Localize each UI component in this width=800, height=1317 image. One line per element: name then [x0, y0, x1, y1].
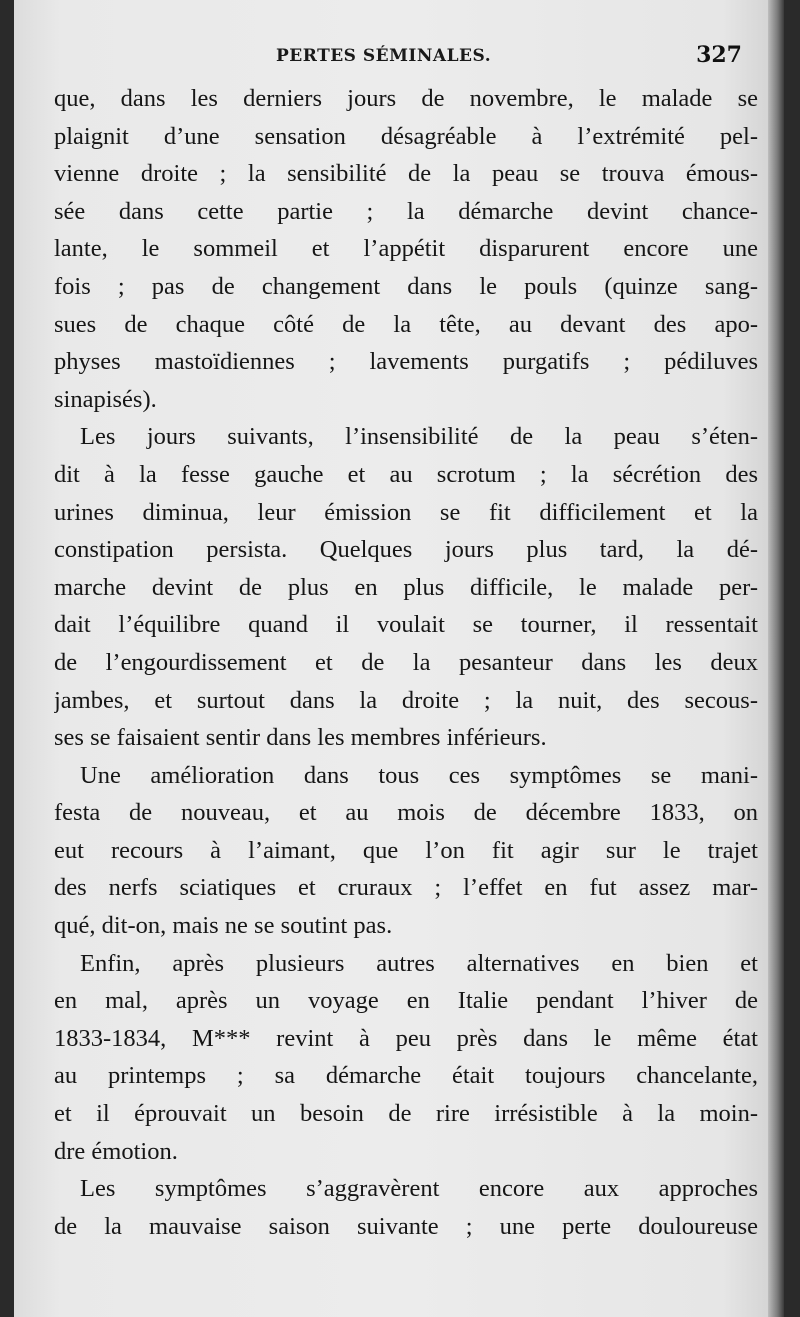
- text-line: qué, dit-on, mais ne se soutint pas.: [54, 912, 393, 940]
- text-line: 1833-1834, M*** revint à peu près dans le même état: [54, 1024, 758, 1052]
- text-line: Les symptômes s’aggravèrent encore aux approches: [80, 1175, 758, 1203]
- text-line: au printemps ; sa démarche était toujours chancelante,: [54, 1062, 758, 1090]
- page-edge-shadow: [768, 0, 784, 1317]
- text-line: marche devint de plus en plus difficile, le malade per-: [54, 573, 758, 601]
- running-head: PERTES SÉMINALES.: [276, 46, 492, 66]
- text-line: Une amélioration dans tous ces symptômes se mani-: [80, 761, 758, 789]
- text-line: lante, le sommeil et l’appétit disparurent encore une: [54, 235, 758, 263]
- body-text: [54, 80, 758, 1245]
- text-line: dre émotion.: [54, 1137, 178, 1165]
- text-line: constipation persista. Quelques jours plus tard, la dé-: [54, 536, 758, 564]
- text-line: en mal, après un voyage en Italie pendant l’hiver de: [54, 987, 758, 1015]
- text-line: que, dans les derniers jours de novembre, le malade se: [54, 85, 758, 112]
- text-line: urines diminua, leur émission se fit difficilement et la: [54, 498, 758, 526]
- text-line: et il éprouvait un besoin de rire irrésistible à la moin-: [54, 1100, 758, 1128]
- text-line: sinapisés).: [54, 385, 157, 413]
- text-line: eut recours à l’aimant, que l’on fit agir sur le trajet: [54, 836, 758, 864]
- text-line: Les jours suivants, l’insensibilité de la peau s’éten-: [80, 423, 758, 451]
- text-line: des nerfs sciatiques et cruraux ; l’effet en fut assez mar-: [54, 874, 758, 902]
- text-line: sues de chaque côté de la tête, au devant des apo-: [54, 310, 758, 338]
- text-line: fois ; pas de changement dans le pouls (quinze sang-: [54, 272, 758, 300]
- text-line: ses se faisaient sentir dans les membres inférieurs.: [54, 724, 547, 752]
- text-line: jambes, et surtout dans la droite ; la nuit, des secous-: [54, 686, 758, 714]
- page-number: 327: [696, 42, 742, 68]
- text-line: vienne droite ; la sensibilité de la peau se trouva émous-: [54, 160, 758, 188]
- text-line: de la mauvaise saison suivante ; une perte douloureuse: [54, 1212, 758, 1240]
- text-line: festa de nouveau, et au mois de décembre 1833, on: [54, 799, 758, 827]
- text-line: sée dans cette partie ; la démarche devint chance-: [54, 197, 758, 225]
- text-line: plaignit d’une sensation désagréable à l’extrémité pel-: [54, 122, 758, 150]
- text-line: dait l’équilibre quand il voulait se tourner, il ressentait: [54, 611, 758, 639]
- text-line: physes mastoïdiennes ; lavements purgatifs ; pédiluves: [54, 348, 758, 376]
- page-header: [14, 42, 784, 76]
- text-line: Enfin, après plusieurs autres alternatives en bien et: [80, 949, 758, 977]
- book-page: [14, 0, 784, 1317]
- text-line: de l’engourdissement et de la pesanteur dans les deux: [54, 648, 758, 676]
- text-line: dit à la fesse gauche et au scrotum ; la sécrétion des: [54, 460, 758, 488]
